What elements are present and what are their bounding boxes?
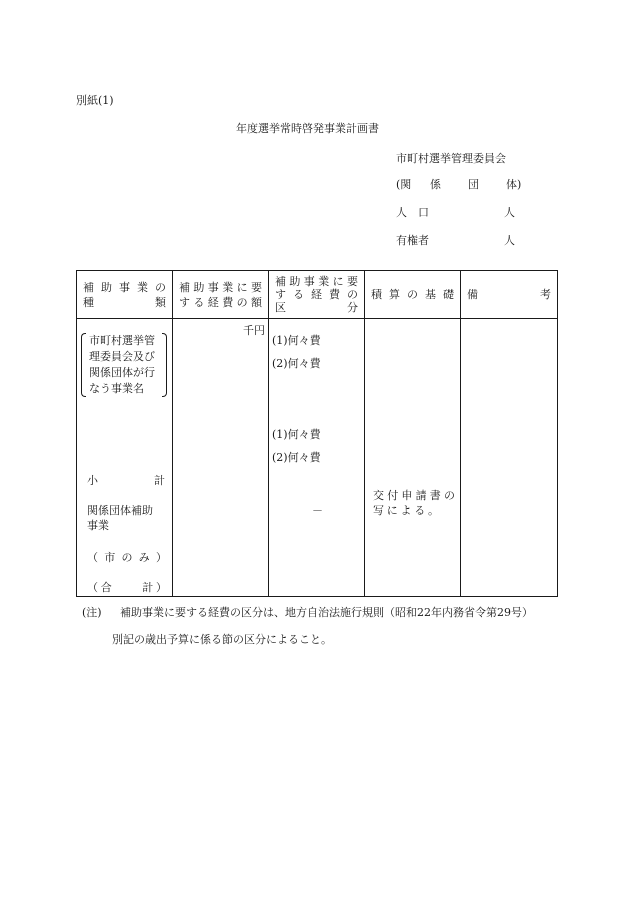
- subtotal-label: 小 計: [87, 474, 165, 487]
- issuer-name: 市町村選挙管理委員会: [396, 152, 506, 165]
- city-only-label: （市のみ）: [87, 551, 167, 564]
- column-header-line: 備 考: [467, 288, 551, 301]
- bracket-line: 理委員会及び: [89, 350, 155, 363]
- population-row: [396, 204, 515, 220]
- amount-unit: 千円: [243, 324, 265, 337]
- expense-item: (1)何々費: [272, 334, 321, 347]
- cell-basis: [365, 319, 461, 597]
- document-title: 年度選挙常時啓発事業計画書: [236, 122, 379, 135]
- bracket-line: 関係団体が行: [89, 366, 155, 379]
- table-body-row: [77, 319, 558, 597]
- related-bodies-part: 体): [506, 178, 522, 191]
- expense-item: (2)何々費: [272, 451, 321, 464]
- related-bodies: [396, 176, 521, 192]
- column-header-remarks: [461, 271, 558, 319]
- expense-item: (1)何々費: [272, 428, 321, 441]
- note-line-1: [82, 604, 533, 620]
- related-bodies-part: (関: [396, 178, 412, 191]
- column-header-line: 補助事業の: [83, 280, 166, 294]
- attachment-label: 別紙(1): [76, 94, 114, 107]
- column-header-line: 積算の基礎: [371, 288, 454, 301]
- basis-line: 写による。: [373, 504, 439, 517]
- column-header-basis: [365, 271, 461, 319]
- project-name-bracket: [81, 333, 167, 395]
- column-header-line: 種 類: [83, 295, 166, 309]
- voters-row: [396, 232, 515, 248]
- plan-table: [76, 270, 558, 597]
- cell-type: [77, 319, 173, 597]
- basis-line: 交付申請書の: [373, 489, 455, 502]
- bracket-line: なう事業名: [89, 382, 144, 395]
- note-prefix: (注): [82, 606, 102, 619]
- column-header-line: する経費の: [275, 288, 358, 301]
- column-header-classification: [269, 271, 365, 319]
- column-header-line: 区 分: [275, 301, 358, 314]
- cell-remarks: [461, 319, 558, 597]
- column-header-line: する経費の額: [179, 295, 262, 309]
- note-line-2: 別記の歳出予算に係る節の区分によること。: [112, 633, 332, 646]
- bracket-line: 市町村選挙管: [89, 334, 155, 347]
- related-bodies-part: 団: [468, 178, 479, 191]
- voters-label: 有権者: [396, 234, 429, 247]
- table-header-row: [77, 271, 558, 319]
- expense-item: (2)何々費: [272, 357, 321, 370]
- related-project-line: 事業: [87, 519, 109, 532]
- column-header-line: 補助事業に要: [275, 275, 358, 288]
- note-text: 補助事業に要する経費の区分は、地方自治法施行規則（昭和22年内務省令第29号）: [120, 606, 533, 619]
- related-project-line: 関係団体補助: [87, 504, 153, 517]
- population-label: 人 口: [396, 206, 429, 219]
- total-label: （合 計）: [87, 581, 167, 594]
- dash-mark: －: [312, 504, 323, 517]
- column-header-amount: [173, 271, 269, 319]
- population-unit: 人: [504, 206, 515, 219]
- column-header-type: [77, 271, 173, 319]
- voters-unit: 人: [504, 234, 515, 247]
- related-bodies-part: 係: [430, 178, 441, 191]
- column-header-line: 補助事業に要: [179, 280, 262, 294]
- cell-classification: [269, 319, 365, 597]
- cell-amount: [173, 319, 269, 597]
